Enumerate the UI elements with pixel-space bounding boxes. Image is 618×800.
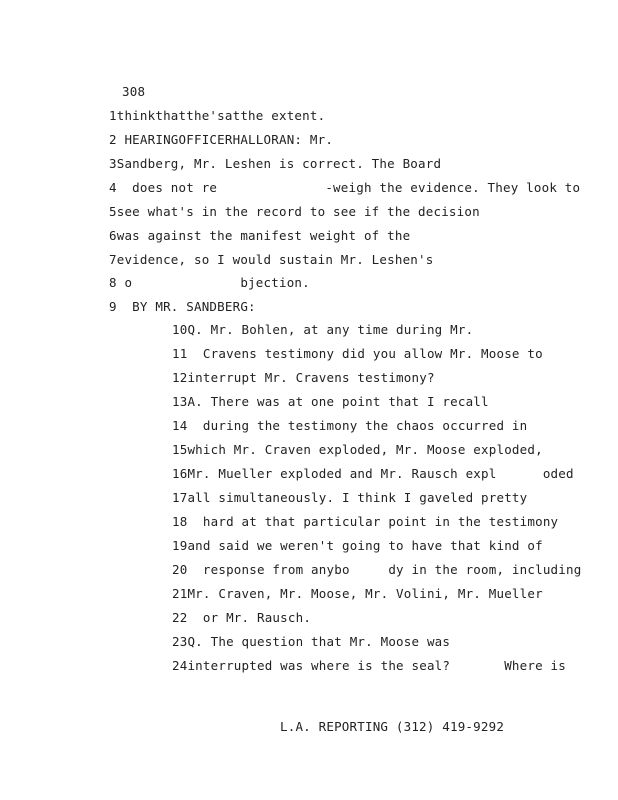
transcript-line: 7evidence, so I would sustain Mr. Leshen's: [109, 252, 434, 267]
transcript-line: 14 during the testimony the chaos occurred in: [172, 418, 528, 433]
transcript-line: 16Mr. Mueller exploded and Mr. Rausch expl oded: [172, 466, 574, 481]
transcript-line: 24interrupted was where is the seal? Where is: [172, 658, 567, 673]
transcript-line: 8 o bjection.: [109, 275, 310, 290]
transcript-line: 17all simultaneously. I think I gaveled pretty: [172, 490, 528, 505]
transcript-line: 20 response from anybo dy in the room, including: [172, 562, 582, 577]
transcript-line: 13A. There was at one point that I recall: [172, 394, 489, 409]
transcript-line: 5see what's in the record to see if the decision: [109, 204, 480, 219]
transcript-line: 21Mr. Craven, Mr. Moose, Mr. Volini, Mr. Mueller: [172, 586, 543, 601]
transcript-line: 4 does not re -weigh the evidence. They look to: [109, 180, 581, 195]
reporter-footer: L.A. REPORTING (312) 419-9292: [280, 719, 505, 734]
transcript-line: 1thinkthatthe'satthe extent.: [109, 108, 326, 123]
transcript-line: 9 BY MR. SANDBERG:: [109, 299, 256, 314]
transcript-line: 3Sandberg, Mr. Leshen is correct. The Board: [109, 156, 442, 171]
page-number: 308: [122, 84, 146, 99]
transcript-line: 6was against the manifest weight of the: [109, 228, 411, 243]
transcript-line: 12interrupt Mr. Cravens testimony?: [172, 370, 435, 385]
transcript-line: 18 hard at that particular point in the testimony: [172, 514, 559, 529]
transcript-line: 10Q. Mr. Bohlen, at any time during Mr.: [172, 322, 474, 337]
transcript-line: 2 HEARINGOFFICERHALLORAN: Mr.: [109, 132, 334, 147]
transcript-line: 11 Cravens testimony did you allow Mr. Moose to: [172, 346, 543, 361]
transcript-line: 22 or Mr. Rausch.: [172, 610, 312, 625]
transcript-line: 19and said we weren't going to have that kind of: [172, 538, 543, 553]
transcript-line: 23Q. The question that Mr. Moose was: [172, 634, 451, 649]
transcript-line: 15which Mr. Craven exploded, Mr. Moose exploded,: [172, 442, 543, 457]
